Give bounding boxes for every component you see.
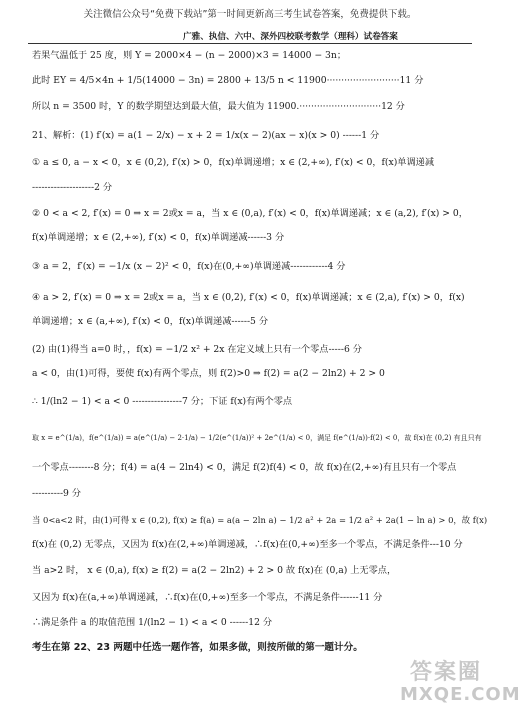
solution-line: ③ a = 2，f′(x) = −1/x (x − 2)² < 0，f(x)在(0,+∞)单调递减------------4 分 [32, 261, 346, 272]
solution-line: a < 0，由(1)可得，要使 f(x)有两个零点，则 f(2)>0 ⇒ f(2) = a(2 − 2ln2) + 2 > 0 [32, 368, 385, 379]
solution-line: 取 x = e^(1/a)，f(e^(1/a)) = a(e^(1/a) − 2·1/a) − 1/2(e^(1/a))² + 2e^(1/a) < 0，满足 f(e^(1/a))·f(2) < 0，故 f(x)在 (0,2) 有且只有 [32, 434, 482, 442]
watermark-logo-text: 答案圈 [409, 660, 482, 685]
solution-line: ----------9 分 [32, 488, 81, 499]
solution-line: f(x)单调递增；x ∈ (2,+∞), f′(x) < 0，f(x)单调递减------3 分 [32, 232, 285, 243]
solution-line: ① a ≤ 0, a − x < 0，x ∈ (0,2), f′(x) > 0，f(x)单调递增；x ∈ (2,+∞), f′(x) < 0，f(x)单调递减 [32, 157, 435, 168]
solution-line: ④ a > 2, f′(x) = 0 ⇒ x = 2或x = a，当 x ∈ (0,2), f′(x) < 0，f(x)单调递减；x ∈ (2,a), f′(x) > 0，f(x) [32, 292, 465, 303]
section-note: 考生在第 22、23 两题中任选一题作答，如果多做，则按所做的第一题计分。 [32, 642, 363, 653]
solution-line: ∴ 1/(ln2 − 1) < a < 0 ----------------7 分；下证 f(x)有两个零点 [32, 396, 293, 407]
solution-line: --------------------2 分 [32, 182, 113, 193]
solution-line: 单调递增；x ∈ (a,+∞), f′(x) < 0，f(x)单调递减------5 分 [32, 316, 269, 327]
page-banner: 关注微信公众号“免费下载站”第一时间更新高三考生试卷答案，免费提供下载。 [83, 9, 417, 20]
solution-line: 当 a>2 时， x ∈ (0,a), f(x) ≥ f(2) = a(2 − 2ln2) + 2 > 0 故 f(x)在 (0,a) 上无零点， [32, 565, 397, 576]
solution-line: 当 0<a<2 时，由(1)可得 x ∈ (0,2), f(x) ≥ f(a) = a(a − 2ln a) − 1/2 a² + 2a = 1/2 a² + 2a(1 − ln a) > 0，故 f(x) [32, 515, 488, 525]
document-header: 广雅、执信、六中、深外四校联考数学（理科）试卷答案 [183, 32, 398, 42]
solution-line: f(x)在 (0,2) 无零点，又因为 f(x)在(2,+∞)单调递减，∴f(x)在(0,+∞)至多一个零点，不满足条件---10 分 [32, 539, 463, 550]
solution-line: 所以 n = 3500 时，Y 的数学期望达到最大值，最大值为 11900.····························12 分 [32, 101, 405, 112]
site-watermark [400, 660, 521, 705]
solution-line: ② 0 < a < 2, f′(x) = 0 ⇒ x = 2或x = a，当 x ∈ (0,a), f′(x) < 0，f(x)单调递减；x ∈ (a,2), f′(x) > 0， [32, 208, 468, 219]
solution-line: (2) 由(1)得当 a=0 时，，f(x) = −1/2 x² + 2x 在定义域上只有一个零点-----6 分 [32, 344, 362, 355]
solution-line: ∴满足条件 a 的取值范围 1/(ln2 − 1) < a < 0 ------12 分 [32, 617, 273, 628]
solution-line: 又因为 f(x)在(a,+∞)单调递减，∴f(x)在(0,+∞)至多一个零点，不满足条件------11 分 [32, 592, 383, 603]
solution-line: 若果气温低于 25 度，则 Y = 2000×4 − (n − 2000)×3 = 14000 − 3n； [32, 50, 347, 61]
solution-line: 此时 EY = 4/5×4n + 1/5(14000 − 3n) = 2800 + 13/5 n < 11900·························11 分 [32, 75, 424, 86]
watermark-url: MXQE.COM [400, 684, 521, 705]
solution-line: 21、解析：(1) f′(x) = a(1 − 2/x) − x + 2 = 1/x(x − 2)(ax − x)(x > 0) ------1 分 [32, 130, 380, 141]
solution-line: 一个零点--------8 分；f(4) = a(4 − 2ln4) < 0，满足 f(2)f(4) < 0，故 f(x)在(2,+∞)有且只有一个零点 [32, 462, 457, 473]
